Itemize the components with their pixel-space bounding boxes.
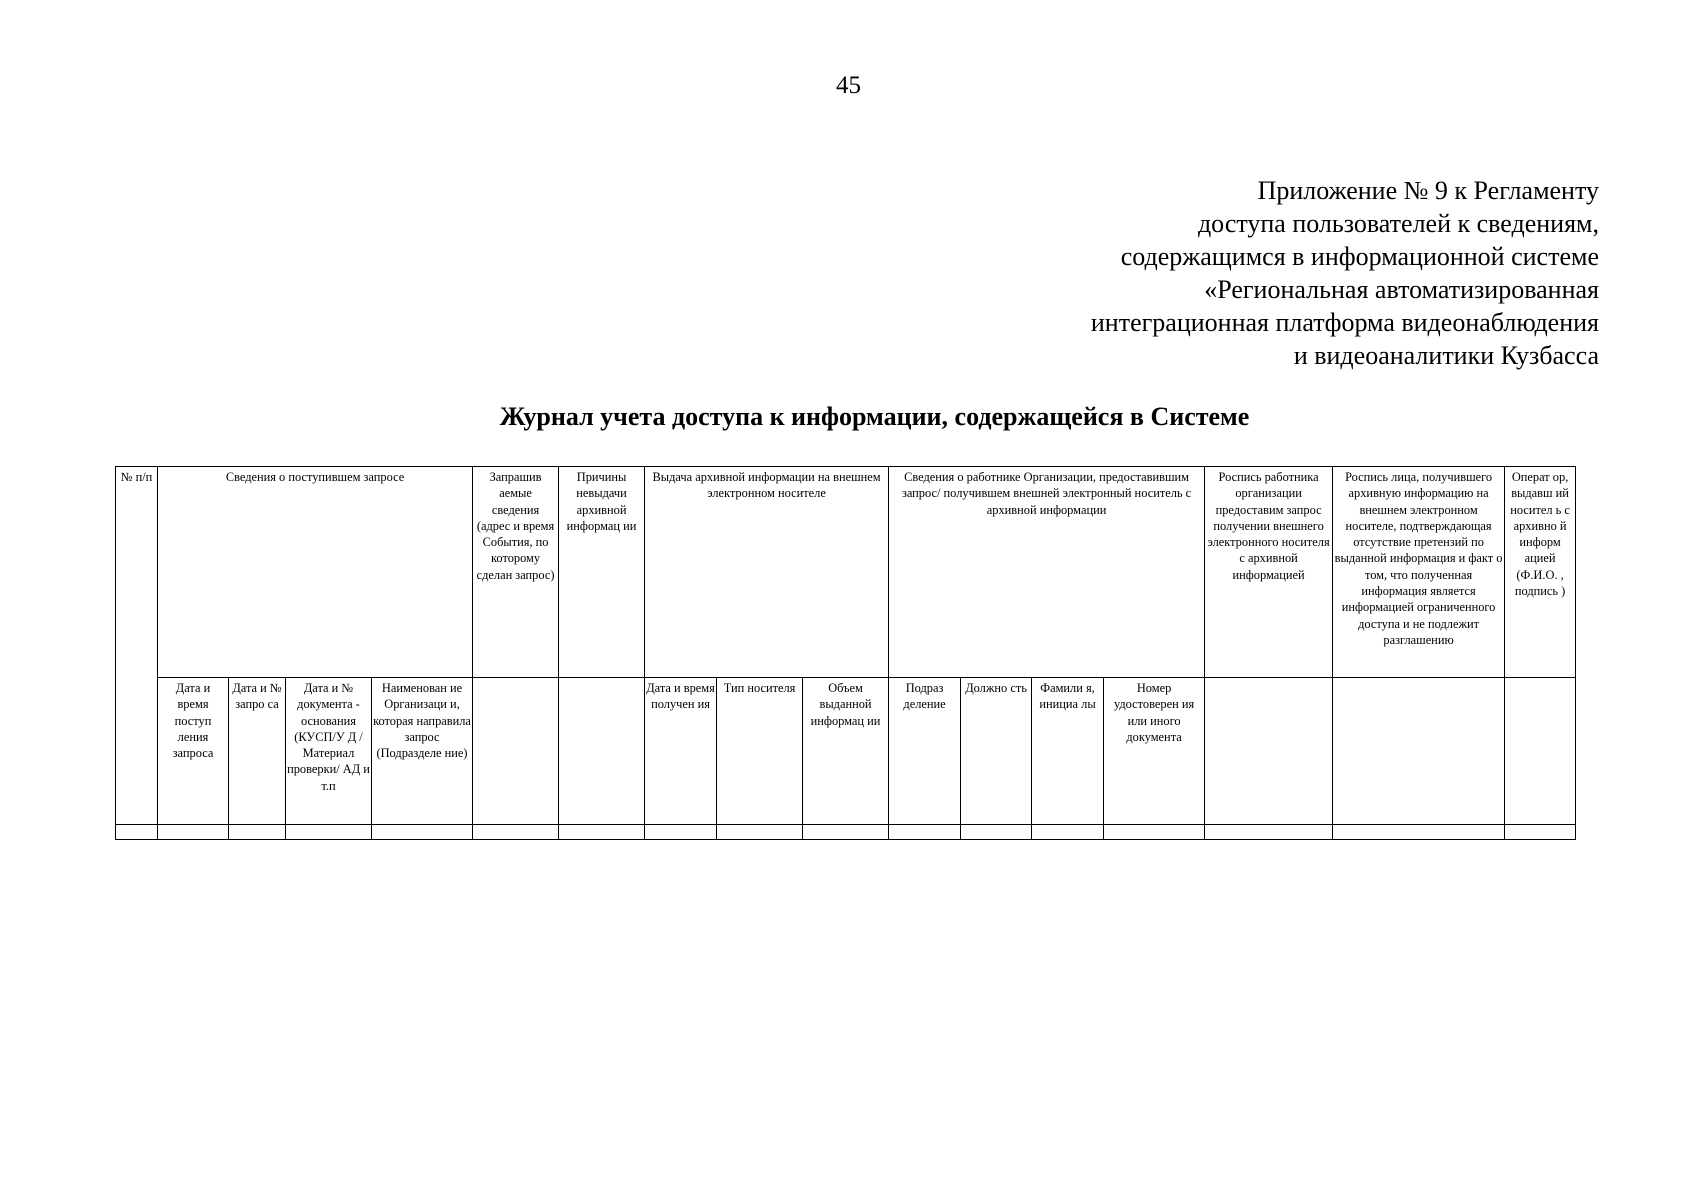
table-cell — [645, 825, 717, 840]
header-requested-data: Запрашив аемые сведения (адрес и время События, по которому сделан запрос) — [473, 467, 559, 678]
page-number: 45 — [836, 72, 861, 99]
header-row — [116, 467, 1576, 678]
table-cell — [116, 825, 158, 840]
subheader-receipt-datetime: Дата и время поступ ления запроса — [158, 678, 229, 825]
appendix-line: интеграционная платформа видеонаблюдения — [1090, 308, 1599, 337]
table-cell — [803, 825, 889, 840]
appendix-header — [1091, 174, 1599, 372]
subheader-department: Подраз деление — [889, 678, 961, 825]
appendix-line: содержащимся в информационной системе — [1120, 242, 1599, 271]
document-title: Журнал учета доступа к информации, содержащейся в Системе — [499, 402, 1250, 431]
header-refusal-reasons: Причины невыдачи архивной информац ии — [559, 467, 645, 678]
table-cell — [473, 678, 559, 825]
header-org-employee-signature: Роспись работника организации предоставим запрос получении внешнего электронного носителя с архивной информацией — [1205, 467, 1333, 678]
table-cell — [1505, 825, 1576, 840]
table-cell — [717, 825, 803, 840]
subheader-request-date-no: Дата и № запро са — [229, 678, 286, 825]
table-cell — [158, 825, 229, 840]
header-request-info: Сведения о поступившем запросе — [158, 467, 473, 678]
appendix-line: и видеоаналитики Кузбасса — [1293, 341, 1599, 370]
table-cell — [1205, 825, 1333, 840]
access-journal-table — [115, 466, 1576, 840]
header-employee-info: Сведения о работнике Организации, предоставившим запрос/ получившем внешней электронный носитель с архивной информации — [889, 467, 1205, 678]
subheader-row — [116, 678, 1576, 825]
header-issuance: Выдача архивной информации на внешнем электронном носителе — [645, 467, 889, 678]
subheader-id-doc: Номер удостоверен ия или иного документа — [1104, 678, 1205, 825]
subheader-name: Фамили я, инициа лы — [1032, 678, 1104, 825]
table-cell — [1104, 825, 1205, 840]
table-cell — [1333, 678, 1505, 825]
table-cell — [286, 825, 372, 840]
appendix-line: доступа пользователей к сведениям, — [1197, 209, 1599, 238]
table-cell — [559, 678, 645, 825]
subheader-position: Должно сть — [961, 678, 1032, 825]
header-num: № п/п — [116, 467, 158, 825]
table-row — [116, 825, 1576, 840]
subheader-volume: Объем выданной информац ии — [803, 678, 889, 825]
table-cell — [229, 825, 286, 840]
table-cell — [1333, 825, 1505, 840]
header-recipient-signature: Роспись лица, получившего архивную информацию на внешнем электронном носителе, подтверждающая отсутствие претензий по выданной информация и факт о том, что полученная информация является информацией ограниченного доступа и не подлежит разглашению — [1333, 467, 1505, 678]
appendix-line: «Региональная автоматизированная — [1204, 275, 1599, 304]
table-cell — [1505, 678, 1576, 825]
table-cell — [961, 825, 1032, 840]
table-cell — [372, 825, 473, 840]
table-cell — [1205, 678, 1333, 825]
subheader-sender-org: Наименован ие Организаци и, которая направила запрос (Подразделе ние) — [372, 678, 473, 825]
subheader-receipt-date: Дата и время получен ия — [645, 678, 717, 825]
table-cell — [473, 825, 559, 840]
table-cell — [1032, 825, 1104, 840]
table-cell — [559, 825, 645, 840]
subheader-media-type: Тип носителя — [717, 678, 803, 825]
subheader-basis-doc: Дата и № документа - основания (КУСП/У Д /Материал проверки/ АД и т.п — [286, 678, 372, 825]
appendix-line: Приложение № 9 к Регламенту — [1257, 176, 1599, 205]
header-operator: Операт ор, выдавш ий носител ь с архивно й информ ацией (Ф.И.О. , подпись ) — [1505, 467, 1576, 678]
table-cell — [889, 825, 961, 840]
